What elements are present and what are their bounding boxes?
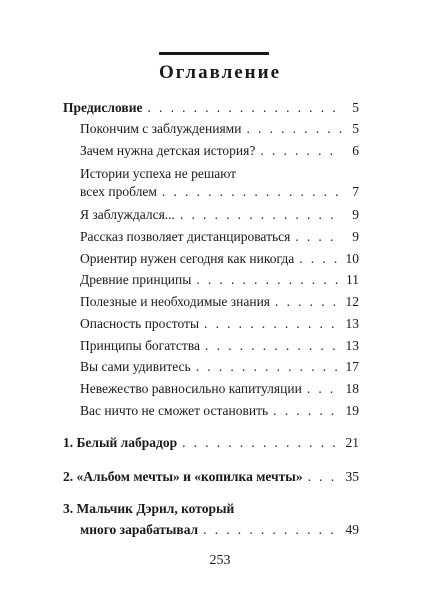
toc-entry-title: Полезные и необходимые знания xyxy=(80,294,271,309)
toc-entry-chapter[interactable] xyxy=(80,522,359,538)
toc-entry[interactable] xyxy=(80,143,359,159)
toc-entry-title: Опасность простоты xyxy=(80,316,200,331)
page-number: 253 xyxy=(209,553,231,568)
dot-leader xyxy=(295,229,342,245)
dot-leader xyxy=(147,100,342,116)
toc-entry-page: 11 xyxy=(346,272,359,287)
dot-leader xyxy=(299,251,342,267)
toc-entry-title: 2. «Альбом мечты» и «копилка мечты» xyxy=(63,469,303,484)
dot-leader xyxy=(162,184,342,200)
toc-entry-page: 10 xyxy=(345,251,359,266)
toc-entry[interactable] xyxy=(80,121,359,137)
toc-entry-title: 1. Белый лабрадор xyxy=(63,435,178,450)
toc-entry-title: Я заблуждался... xyxy=(80,207,175,222)
toc-entry[interactable] xyxy=(80,338,359,354)
toc-entry-title: Предисловие xyxy=(63,100,143,115)
toc-entry-page: 13 xyxy=(345,316,359,331)
toc-entry-title: Вы сами удивитесь xyxy=(80,359,191,374)
dot-leader xyxy=(260,143,342,159)
toc-entry[interactable] xyxy=(80,184,359,200)
dot-leader xyxy=(307,381,342,397)
toc-entry-page: 21 xyxy=(345,435,359,450)
dot-leader xyxy=(246,121,342,137)
toc-entry-chapter[interactable] xyxy=(63,435,359,451)
toc-entry-page: 5 xyxy=(352,100,359,115)
dot-leader xyxy=(196,272,342,288)
toc-entry-page: 13 xyxy=(345,338,359,353)
toc-entry[interactable] xyxy=(80,294,359,310)
toc-entry-page: 17 xyxy=(345,359,359,374)
toc-entry-title: Вас ничто не сможет остановить xyxy=(80,403,269,418)
dot-leader xyxy=(180,207,342,223)
toc-entry-page: 12 xyxy=(345,294,359,309)
toc-entry-title: Древние принципы xyxy=(80,272,192,287)
dot-leader xyxy=(308,469,342,485)
toc-entry-page: 9 xyxy=(352,229,359,244)
toc-entry-page: 7 xyxy=(352,184,359,199)
toc-entry-title: много зарабатывал xyxy=(80,522,199,537)
toc-entry-first-line[interactable]: 3. Мальчик Дэрил, который xyxy=(63,501,235,516)
toc-entry-page: 9 xyxy=(352,207,359,222)
toc-entry[interactable] xyxy=(80,251,359,267)
toc-entry-first-line[interactable]: Истории успеха не решают xyxy=(80,166,237,181)
toc-entry-preface[interactable] xyxy=(63,100,359,116)
toc-entry-page: 19 xyxy=(345,403,359,418)
toc-entry-title: Покончим с заблуждениями xyxy=(80,121,242,136)
toc-entry[interactable] xyxy=(80,272,359,288)
toc-entry-page: 35 xyxy=(345,469,359,484)
toc-entry[interactable] xyxy=(80,316,359,332)
toc-entry-page: 6 xyxy=(352,143,359,158)
toc-entry-title: Зачем нужна детская история? xyxy=(80,143,256,158)
toc-entry-chapter[interactable] xyxy=(63,469,359,485)
dot-leader xyxy=(205,338,342,354)
toc-entry-page: 49 xyxy=(345,522,359,537)
toc-entry-title: Невежество равносильно капитуляции xyxy=(80,381,302,396)
dot-leader xyxy=(204,316,342,332)
dot-leader xyxy=(182,435,342,451)
dot-leader xyxy=(196,359,342,375)
title-rule xyxy=(159,52,269,55)
toc-entry[interactable] xyxy=(80,403,359,419)
toc-entry[interactable] xyxy=(80,229,359,245)
toc-entry-title: Ориентир нужен сегодня как никогда xyxy=(80,251,295,266)
dot-leader xyxy=(273,403,342,419)
toc-entry-title: всех проблем xyxy=(80,184,157,199)
dot-leader xyxy=(275,294,342,310)
toc-entry-page: 5 xyxy=(352,121,359,136)
page-title: Оглавление xyxy=(158,62,282,83)
toc-entry-title: Рассказ позволяет дистанцироваться xyxy=(80,229,291,244)
dot-leader xyxy=(203,522,342,538)
toc-entry[interactable] xyxy=(80,381,359,397)
toc-entry-title: Принципы богатства xyxy=(80,338,201,353)
toc-entry-page: 18 xyxy=(345,381,359,396)
toc-entry[interactable] xyxy=(80,207,359,223)
toc-entry[interactable] xyxy=(80,359,359,375)
